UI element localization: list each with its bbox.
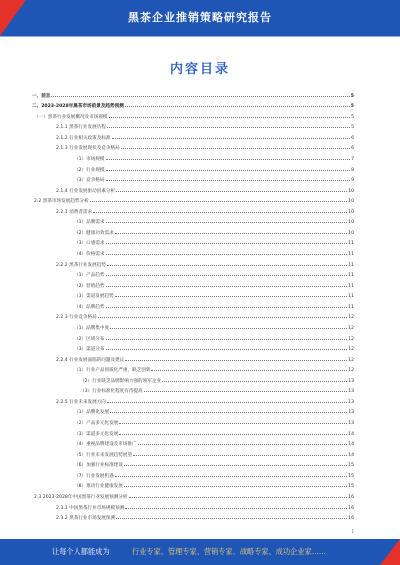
toc-leader-dots <box>129 496 348 498</box>
toc-entry-page: 10 <box>348 209 354 215</box>
toc-entry-page: 13 <box>348 378 354 384</box>
toc-entry-page: 10 <box>348 188 354 194</box>
toc-leader-dots <box>112 137 351 139</box>
toc-entry-page: 13 <box>348 389 354 395</box>
toc-leader-dots <box>144 390 347 392</box>
toc-entry[interactable] <box>32 225 354 236</box>
toc-entry-page: 14 <box>348 442 354 448</box>
toc-leader-dots <box>115 232 347 234</box>
toc-entry[interactable] <box>32 426 354 437</box>
toc-entry-page: 16 <box>348 494 354 500</box>
toc-entry-label: 2.1.3 行业发展现状及竞争格局 <box>56 146 120 152</box>
toc-leader-dots <box>106 253 348 255</box>
toc-entry[interactable] <box>32 489 354 500</box>
toc-entry-label: （3）口感需求 <box>74 241 105 247</box>
footer-red-corner <box>380 539 400 565</box>
toc-entry-label: 一、前言 <box>32 93 51 99</box>
toc-entry[interactable] <box>32 204 354 215</box>
toc-entry-label: （1）行业产品同质化严重，缺乏创新 <box>74 368 151 374</box>
toc-entry-page: 15 <box>348 473 354 479</box>
toc-leader-dots <box>119 422 347 424</box>
toc-entry[interactable] <box>32 194 354 205</box>
toc-entry-label: （3）渠道分布 <box>74 347 105 353</box>
toc-entry-page: 12 <box>348 325 354 331</box>
toc-leader-dots <box>107 126 350 128</box>
toc-leader-dots <box>116 190 347 192</box>
toc-entry-page: 5 <box>350 93 354 99</box>
toc-leader-dots <box>124 485 347 487</box>
page-number: 1 <box>351 529 354 534</box>
table-of-contents <box>32 88 354 521</box>
toc-entry[interactable] <box>32 88 354 99</box>
toc-entry[interactable] <box>32 447 354 458</box>
toc-entry-label: （4）品牌趋势 <box>74 304 105 310</box>
toc-entry-label: 2.3 2023-2028年中国黑茶行业发展预测分析 <box>34 494 128 500</box>
toc-entry[interactable] <box>32 120 354 131</box>
toc-leader-dots <box>93 211 347 213</box>
toc-leader-dots <box>107 401 347 403</box>
toc-entry[interactable] <box>32 394 354 405</box>
toc-entry-page: 10 <box>348 199 354 205</box>
toc-entry[interactable] <box>32 320 354 331</box>
toc-entry[interactable] <box>32 141 354 152</box>
toc-entry[interactable] <box>32 331 354 342</box>
toc-entry[interactable] <box>32 278 354 289</box>
toc-entry-page: 12 <box>348 336 354 342</box>
toc-leader-dots <box>125 507 347 509</box>
toc-leader-dots <box>90 200 347 202</box>
toc-leader-dots <box>124 464 347 466</box>
toc-entry-page: 15 <box>348 463 354 469</box>
toc-entry[interactable] <box>32 99 354 110</box>
toc-leader-dots <box>110 411 347 413</box>
toc-entry[interactable] <box>32 162 354 173</box>
toc-entry[interactable] <box>32 511 354 522</box>
toc-entry-page: 12 <box>348 315 354 321</box>
report-title: 黑茶企业推销策略研究报告 <box>128 11 272 24</box>
toc-entry-label: （7）行业发展机遇 <box>74 473 114 479</box>
toc-entry[interactable] <box>32 246 354 257</box>
toc-entry-page: 5 <box>350 104 354 110</box>
toc-entry-label: （1）品牌集中度 <box>74 325 110 331</box>
toc-entry-page: 15 <box>348 484 354 490</box>
toc-entry-page: 16 <box>348 505 354 511</box>
toc-entry-label: （2）行业缺乏品牌影响力强的领军企业 <box>80 378 162 384</box>
toc-entry-page: 13 <box>348 399 354 405</box>
footer-band <box>0 539 400 565</box>
toc-leader-dots <box>109 116 351 118</box>
toc-leader-dots <box>125 359 347 361</box>
toc-leader-dots <box>119 433 347 435</box>
toc-entry-page: 10 <box>348 230 354 236</box>
toc-entry-page: 13 <box>348 410 354 416</box>
toc-entry-label: （3）渠道发展趋势 <box>74 294 114 300</box>
toc-entry-page: 11 <box>348 241 354 247</box>
toc-entry[interactable] <box>32 437 354 448</box>
toc-entry-page: 14 <box>348 431 354 437</box>
toc-entry-label: （4）价格需求 <box>74 252 105 257</box>
toc-entry-page: 7 <box>351 156 354 162</box>
footer-tagline: 行业专家、管理专家、营销专家、战略专家、成功企业家…… <box>132 547 327 556</box>
toc-entry-page: 16 <box>348 516 354 522</box>
toc-leader-dots <box>133 454 347 456</box>
toc-entry[interactable] <box>32 130 354 141</box>
toc-entry-label: （2）行业规模 <box>74 167 105 173</box>
toc-entry-label: （2）区域分布 <box>74 336 105 342</box>
toc-entry[interactable] <box>32 384 354 395</box>
toc-leader-dots <box>107 264 347 266</box>
footer-slogan: 让每个人都能成为 <box>52 547 110 556</box>
toc-entry-page: 11 <box>348 304 354 310</box>
toc-entry-label: 2.2.1 消费者需求 <box>56 209 93 215</box>
toc-entry[interactable] <box>32 236 354 247</box>
toc-leader-dots <box>98 316 347 318</box>
toc-entry-page: 5 <box>351 125 354 131</box>
toc-entry[interactable] <box>32 268 354 279</box>
toc-entry[interactable] <box>32 299 354 310</box>
toc-entry[interactable] <box>32 363 354 374</box>
toc-entry-label: 2.2.4 行业发展面临的问题及建议 <box>56 357 125 363</box>
toc-entry-label: 2.2 黑茶市场发展趋势分析 <box>34 199 89 205</box>
toc-leader-dots <box>106 338 348 340</box>
toc-entry-page: 12 <box>348 368 354 374</box>
toc-entry-label: （5）行业未来发展趋势展望 <box>74 452 133 458</box>
toc-entry-label: （6）加强行业标准建设 <box>74 463 123 469</box>
toc-entry-label: （1）品牌化发展 <box>74 410 110 416</box>
toc-entry[interactable] <box>32 151 354 162</box>
toc-leader-dots <box>110 327 347 329</box>
toc-entry[interactable] <box>32 405 354 416</box>
toc-leader-dots <box>106 242 348 244</box>
toc-leader-dots <box>106 158 351 160</box>
toc-leader-dots <box>125 105 350 107</box>
toc-entry-page: 6 <box>351 135 354 141</box>
toc-leader-dots <box>115 295 347 297</box>
toc-leader-dots <box>106 221 348 223</box>
toc-entry-label: 二、2023-2028年黑茶市场前景及趋势预测 <box>32 104 124 110</box>
toc-entry[interactable] <box>32 257 354 268</box>
toc-leader-dots <box>106 179 351 181</box>
toc-entry-label: （3）行业标准化程度有待提高 <box>80 389 143 395</box>
toc-entry-label: （1）产品趋势 <box>74 273 105 279</box>
toc-entry-label: 2.1.2 行业相关政策及标准 <box>56 135 111 141</box>
toc-entry[interactable] <box>32 415 354 426</box>
toc-entry-page: 12 <box>348 357 354 363</box>
toc-entry-page: 12 <box>348 347 354 353</box>
header-divider <box>0 36 400 37</box>
toc-leader-dots <box>138 443 347 445</box>
toc-entry[interactable] <box>32 215 354 226</box>
toc-entry-label: 2.3.1 中国黑茶行业市场规模预测 <box>56 505 125 511</box>
toc-entry[interactable] <box>32 183 354 194</box>
toc-entry-label: （4）重视品牌建设及市场推广 <box>74 442 137 448</box>
toc-entry-label: 2.2.3 行业竞争格局 <box>56 315 97 321</box>
toc-entry[interactable] <box>32 373 354 384</box>
toc-leader-dots <box>106 285 348 287</box>
toc-entry[interactable] <box>32 310 354 321</box>
toc-entry[interactable] <box>32 352 354 363</box>
toc-entry-label: （8）推动行业健康发展 <box>74 484 123 490</box>
toc-entry[interactable] <box>32 479 354 490</box>
toc-leader-dots <box>106 348 348 350</box>
toc-entry[interactable] <box>32 289 354 300</box>
toc-entry-label: （2）健康功效需求 <box>74 230 114 236</box>
toc-entry-label: （3）竞争格局 <box>74 178 105 184</box>
header-band <box>0 0 400 36</box>
toc-entry-page: 10 <box>348 220 354 226</box>
toc-leader-dots <box>106 169 351 171</box>
toc-leader-dots <box>115 475 347 477</box>
toc-entry[interactable] <box>32 173 354 184</box>
toc-entry-page: 13 <box>348 421 354 426</box>
toc-title: 内容目录 <box>169 62 230 77</box>
toc-entry-page: 11 <box>348 283 354 289</box>
toc-leader-dots <box>116 517 347 519</box>
toc-entry-page: 11 <box>348 252 354 257</box>
toc-entry-label: （2）营销趋势 <box>74 283 105 289</box>
toc-leader-dots <box>51 95 349 97</box>
toc-leader-dots <box>121 147 350 149</box>
toc-entry-page: 6 <box>351 146 354 152</box>
toc-entry-page: 8 <box>351 167 354 173</box>
toc-entry-page: 14 <box>348 452 354 458</box>
toc-entry-label: 2.2.5 行业未来发展方向 <box>56 399 106 405</box>
toc-entry-label: 2.3.2 黑茶行业市场发展预测 <box>56 516 116 522</box>
toc-entry-page: 11 <box>348 262 354 268</box>
toc-entry-label: 2.1.1 黑茶行业发展历程 <box>56 125 106 131</box>
toc-leader-dots <box>106 306 348 308</box>
toc-entry-label: （2）产品多元化发展 <box>74 421 119 426</box>
toc-entry-page: 11 <box>348 273 354 279</box>
toc-entry-label: 2.2.2 黑茶行业发展趋势 <box>56 262 106 268</box>
toc-leader-dots <box>151 369 347 371</box>
toc-entry[interactable] <box>32 342 354 353</box>
toc-entry-label: （1）市场规模 <box>74 156 105 162</box>
toc-entry[interactable] <box>32 458 354 469</box>
toc-entry-label: 2.1.4 行业发展驱动因素分析 <box>56 188 116 194</box>
toc-leader-dots <box>106 274 348 276</box>
toc-entry-label: （3）渠道多元化发展 <box>74 431 119 437</box>
toc-entry-label: （1）品牌需求 <box>74 220 105 226</box>
toc-entry-page: 9 <box>351 178 354 184</box>
toc-entry[interactable] <box>32 468 354 479</box>
toc-entry[interactable] <box>32 109 354 120</box>
toc-entry-label: （一）黑茶行业发展概况及市场规模 <box>34 114 108 120</box>
toc-entry[interactable] <box>32 500 354 511</box>
toc-entry-page: 11 <box>348 294 354 300</box>
toc-entry-page: 5 <box>351 114 354 120</box>
toc-leader-dots <box>162 380 347 382</box>
